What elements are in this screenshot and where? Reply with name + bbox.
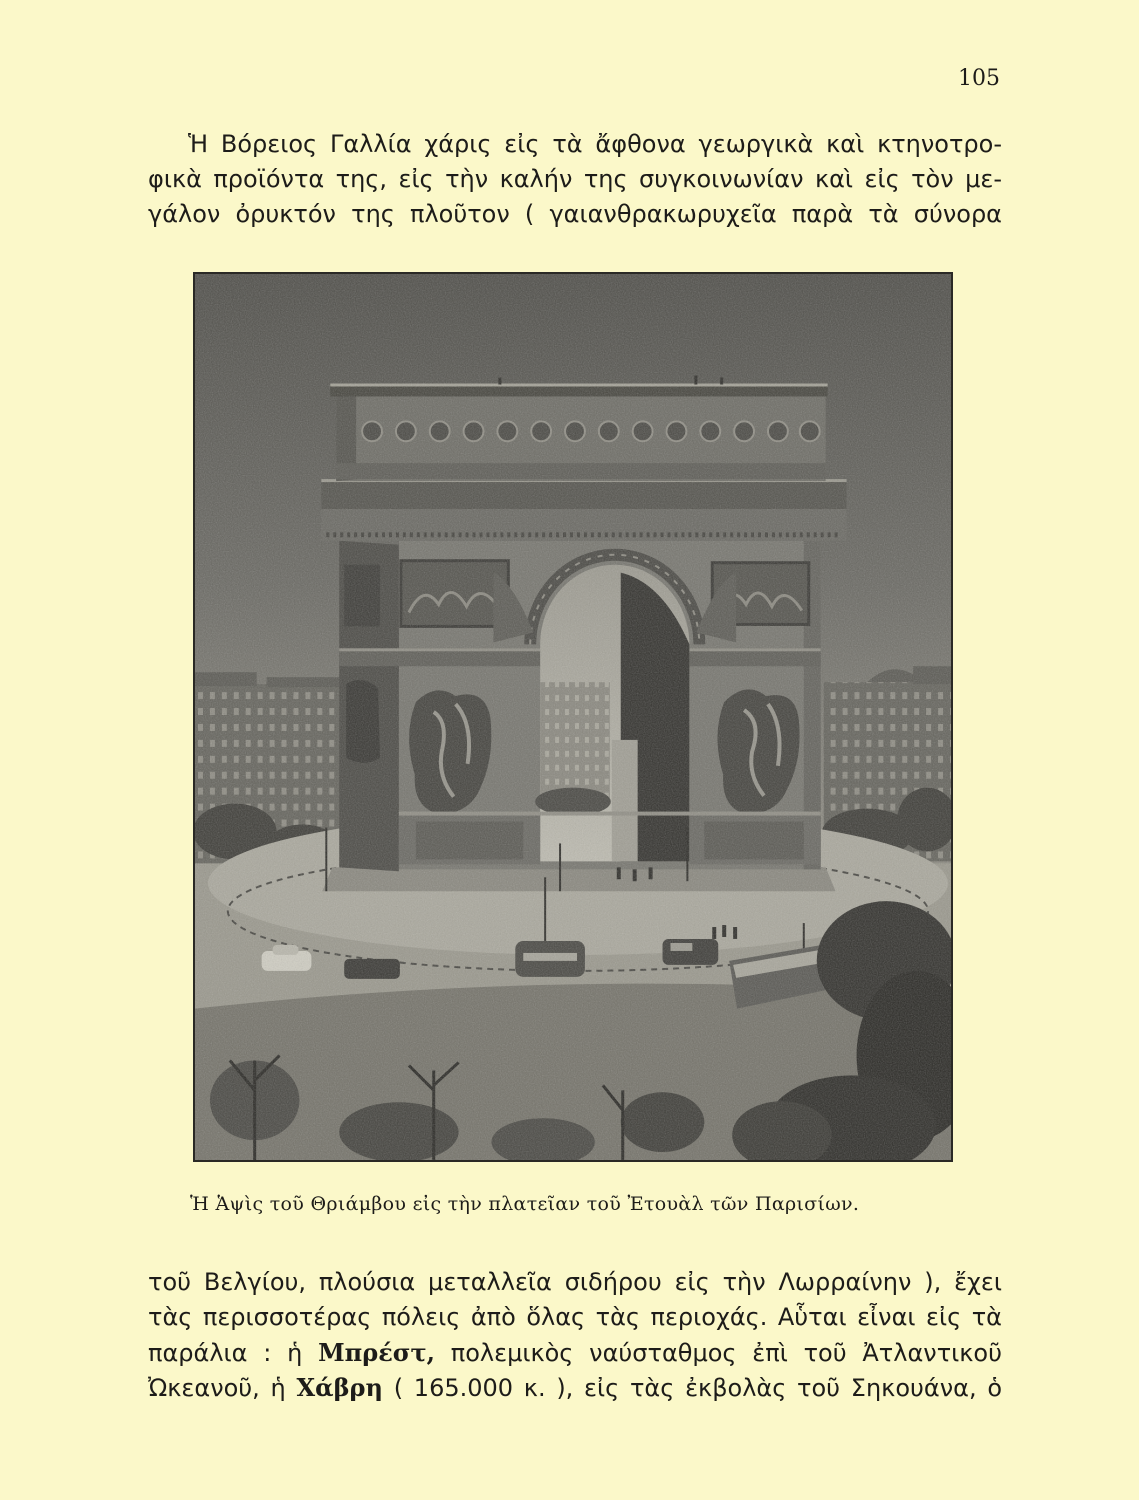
bottom-paragraph: [148, 1265, 1002, 1405]
line-text: Ὠκεανοῦ, ἡ: [148, 1374, 286, 1402]
paragraph-line: τὰς περισσοτέρας πόλεις ἀπὸ ὅλας τὰς περιοχάς. Αὗται εἶναι εἰς τὰ: [148, 1303, 1002, 1331]
page-number: 105: [958, 66, 1000, 91]
line-text: ( 165.000 κ. ), εἰς τὰς ἐκβολὰς τοῦ Σηκουάνα, ὁ: [393, 1374, 1002, 1402]
photo-illustration: [195, 274, 951, 1160]
paragraph-line: τοῦ Βελγίου, πλούσια μεταλλεῖα σιδήρου εἰς τὴν Λωρραίνην ), ἔχει: [148, 1268, 1002, 1296]
bold-place-name-havre: Χάβρη: [296, 1373, 383, 1402]
paragraph-line: Ἡ Βόρειος Γαλλία χάρις εἰς τὰ ἄφθονα γεωργικὰ καὶ κτηνοτρο-: [188, 130, 1002, 158]
figure-caption: Ἡ Ἁψὶς τοῦ Θριάμβου εἰς τὴν πλατεῖαν τοῦ Ἐτουὰλ τῶν Παρισίων.: [190, 1193, 860, 1215]
paragraph-line: φικὰ προϊόντα της, εἰς τὴν καλήν της συγκοινωνίαν καὶ εἰς τὸν με-: [148, 165, 1002, 193]
arc-de-triomphe-photo: [193, 272, 953, 1162]
line-text: παράλια : ἡ: [148, 1339, 303, 1367]
line-text: πολεμικὸς ναύσταθμος ἐπὶ τοῦ Ἀτλαντικοῦ: [450, 1339, 1002, 1367]
top-paragraph: [148, 127, 1002, 232]
photo-grain: [195, 274, 951, 1160]
paragraph-line: γάλον ὀρυκτόν της πλοῦτον ( γαιανθρακωρυχεῖα παρὰ τὰ σύνορα: [148, 200, 1002, 228]
paragraph-line: [148, 1335, 1002, 1370]
bold-place-name-brest: Μπρέστ,: [318, 1338, 435, 1367]
paragraph-line: [148, 1370, 1002, 1405]
